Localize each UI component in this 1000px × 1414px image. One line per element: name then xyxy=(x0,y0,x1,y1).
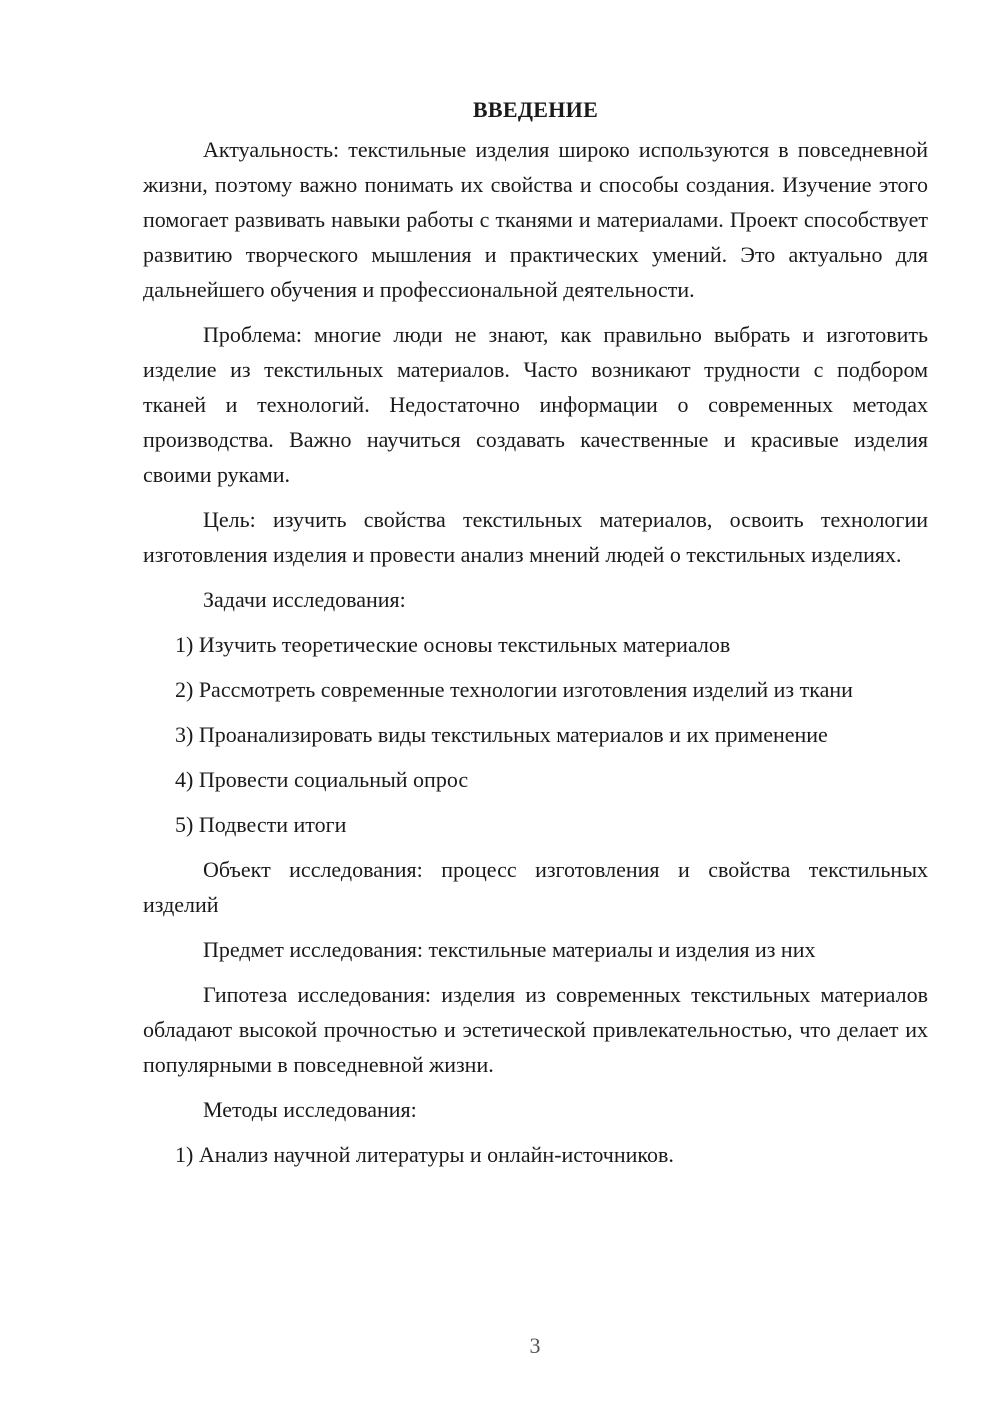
task-item: 2) Рассмотреть современные технологии изготовления изделий из ткани xyxy=(175,677,853,702)
task-item: 1) Изучить теоретические основы текстильных материалов xyxy=(175,632,731,657)
task-item: 3) Проанализировать виды текстильных материалов и их применение xyxy=(175,722,828,747)
task-item: 4) Провести социальный опрос xyxy=(175,767,469,792)
subject-paragraph: Предмет исследования: текстильные материалы и изделия из них xyxy=(203,937,816,962)
goal-paragraph: Цель: изучить свойства текстильных материалов, освоить технологии изготовления изделия и провести анализ мнений людей о текстильных изделиях. xyxy=(143,507,928,567)
page-title: ВВЕДЕНИЕ xyxy=(472,97,599,122)
task-item: 5) Подвести итоги xyxy=(175,812,347,837)
relevance-paragraph: Актуальность: текстильные изделия широко используются в повседневной жизни, поэтому важно понимать их свойства и способы создания. Изучение этого помогает развивать навыки работы с тканями и материалами. Проект способствует развитию творческого мышления и практических умений. Это актуально для дальнейшего обучения и профессиональной деятельности. xyxy=(143,137,928,302)
object-paragraph: Объект исследования: процесс изготовления и свойства текстильных изделий xyxy=(143,857,928,917)
method-item: 1) Анализ научной литературы и онлайн-источников. xyxy=(175,1142,674,1167)
problem-paragraph: Проблема: многие люди не знают, как правильно выбрать и изготовить изделие из текстильных материалов. Часто возникают трудности с подбором тканей и технологий. Недостаточно информации о современных методах производства. Важно научиться создавать качественные и красивые изделия своими руками. xyxy=(143,322,928,487)
document-page xyxy=(143,92,928,1182)
methods-title: Методы исследования: xyxy=(203,1097,417,1122)
page-number: 3 xyxy=(529,1333,541,1358)
tasks-title: Задачи исследования: xyxy=(203,587,406,612)
hypothesis-paragraph: Гипотеза исследования: изделия из современных текстильных материалов обладают высокой прочностью и эстетической привлекательностью, что делает их популярными в повседневной жизни. xyxy=(143,982,928,1077)
